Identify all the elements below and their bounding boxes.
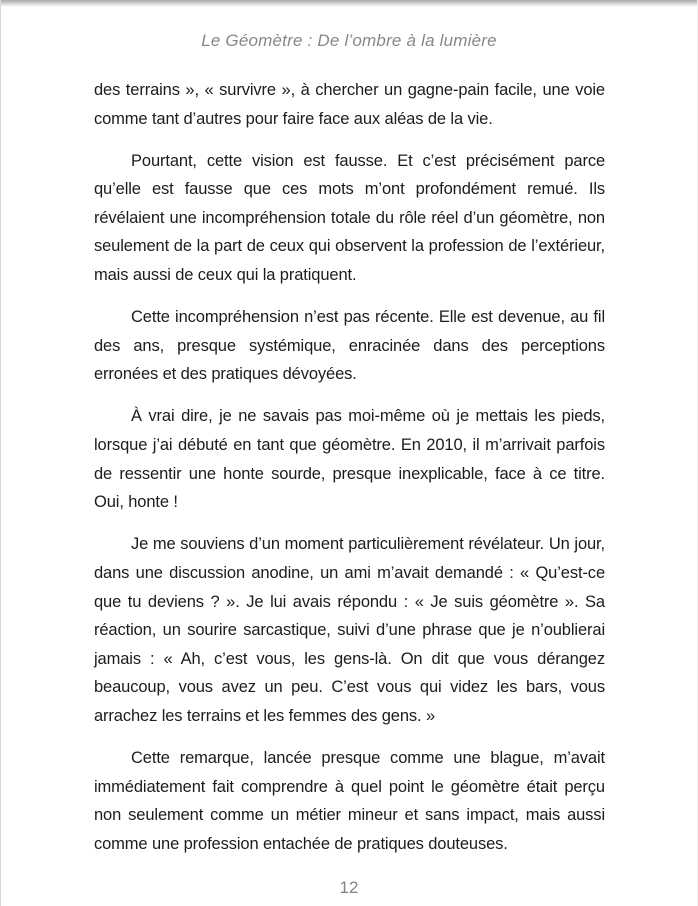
page-number: 12 — [339, 878, 359, 897]
body-paragraph: des terrains », « survivre », à chercher un gagne-pain facile, une voie comme tant d’autres pour faire face aux aléas de la vie. — [94, 81, 605, 128]
body-paragraph: Je me souviens d’un moment particulièrement révélateur. Un jour, dans une discussion anodine, un ami m’avait demandé : « Qu’est-ce que tu deviens ? ». Je lui avais répondu : « Je suis géomètre ». Sa réaction, un sourire sarcastique, suivi d’une phrase que je n’oublierai jamais : « Ah, c’est vous, les gens-là. On dit que vous dérangez beaucoup, vous avez un peu. C’est vous qui videz les bars, vous arrachez les terrains et les femmes des gens. » — [94, 535, 605, 725]
page-top-shadow — [1, 0, 697, 7]
page-body — [94, 76, 605, 858]
body-paragraph: Cette remarque, lancée presque comme une blague, m’avait immédiatement fait comprendre à quel point le géomètre était perçu non seulement comme un métier mineur et sans impact, mais aussi comme une profession entachée de pratiques douteuses. — [94, 748, 605, 853]
body-paragraph: Pourtant, cette vision est fausse. Et c’est précisément parce qu’elle est fausse que ces mots m’ont profondément remué. Ils révélaient une incompréhension totale du rôle réel d’un géomètre, non seulement de la part de ceux qui observent la profession de l’extérieur, mais aussi de ceux qui la pratiquent. — [94, 151, 605, 285]
running-header-title: Le Géomètre : De l’ombre à la lumière — [201, 31, 497, 50]
body-paragraph: Cette incompréhension n’est pas récente. Elle est devenue, au fil des ans, presque systémique, enracinée dans des perceptions erronées et des pratiques dévoyées. — [94, 308, 605, 384]
body-paragraph: À vrai dire, je ne savais pas moi-même où je mettais les pieds, lorsque j’ai débuté en tant que géomètre. En 2010, il m’arrivait parfois de ressentir une honte sourde, presque inexplicable, face à ce titre. Oui, honte ! — [94, 407, 605, 512]
